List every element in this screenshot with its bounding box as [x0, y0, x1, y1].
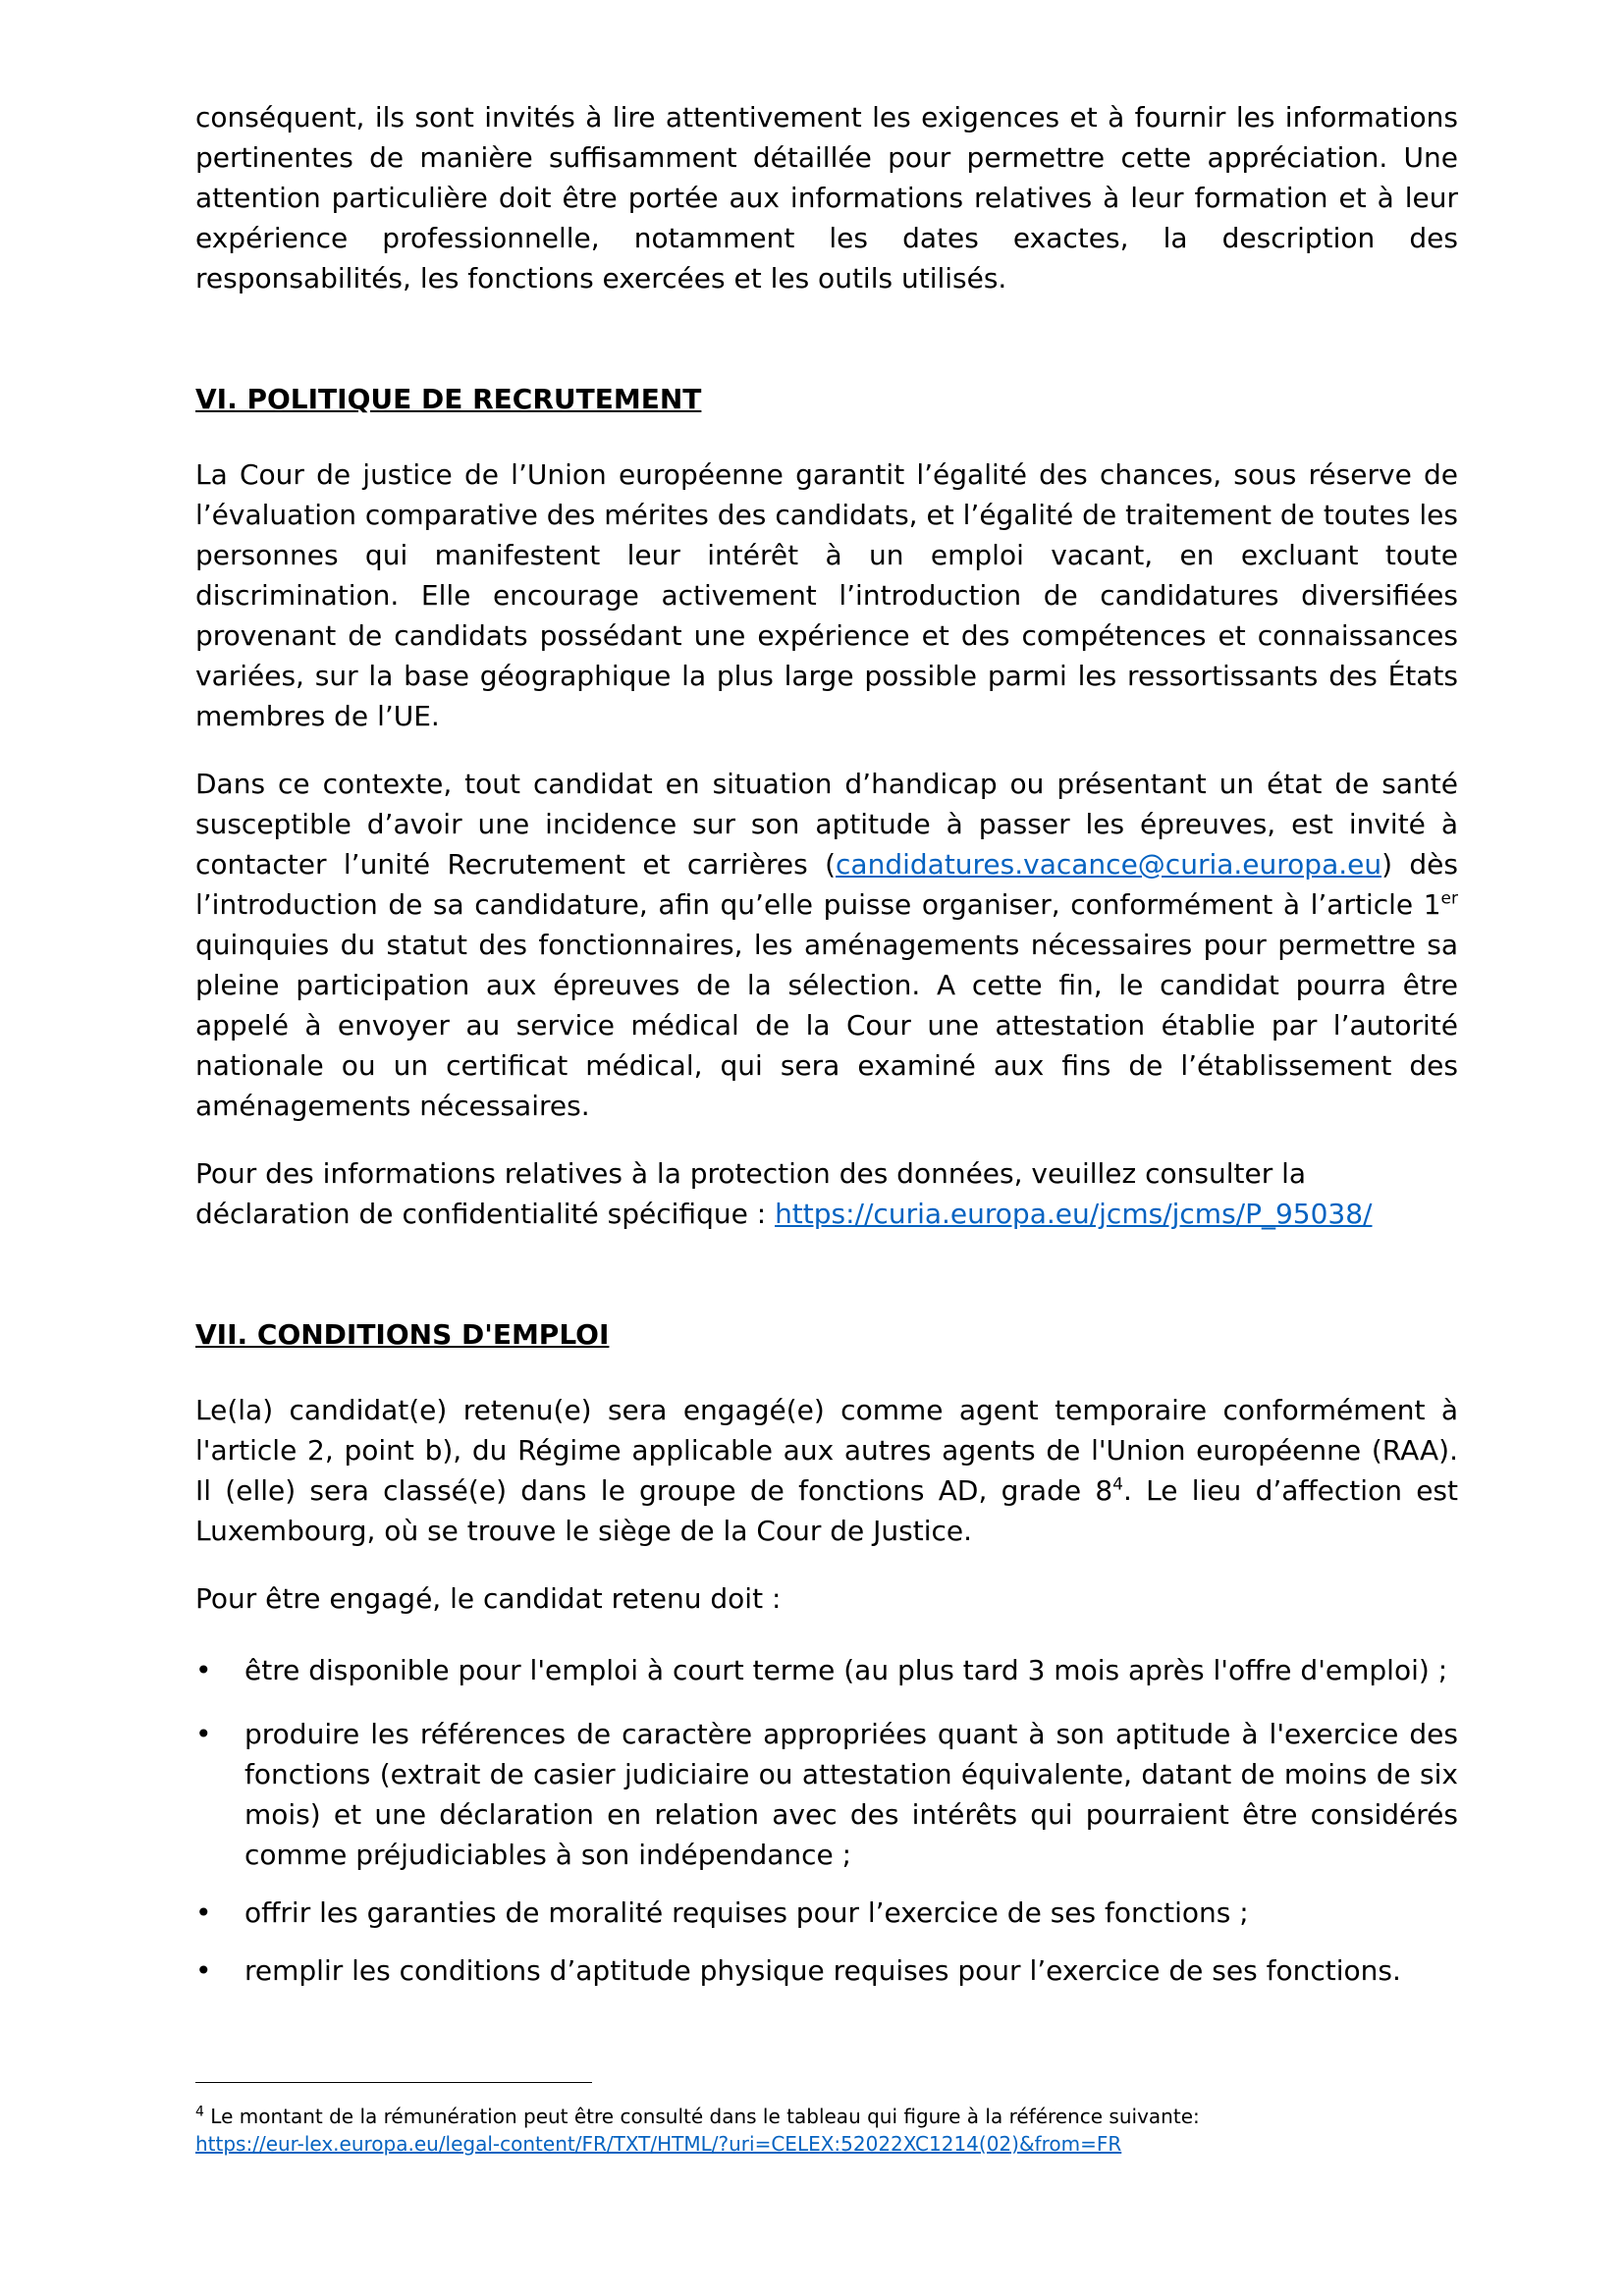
superscript-er: er — [1440, 888, 1458, 909]
footnote-line — [195, 2103, 1458, 2130]
intro-paragraph: conséquent, ils sont invités à lire attentivement les exigences et à fournir les informations pertinentes de manière suffisamment détaillée pour permettre cette appréciation. Une attention particulière doit être portée aux informations relatives à leur formation et à leur expérience professionnelle, notamment les dates exactes, la description des responsabilités, les fonctions exercées et les outils utilisés. — [195, 101, 1458, 294]
list-item-text: être disponible pour l'emploi à court terme (au plus tard 3 mois après l'offre d'emploi) ; — [244, 1654, 1448, 1686]
list-item-text: remplir les conditions d’aptitude physique requises pour l’exercice de ses fonctions. — [244, 1954, 1401, 1987]
footnote-reference-4[interactable]: 4 — [1112, 1474, 1123, 1495]
footnote-separator — [195, 2082, 592, 2083]
bullet-icon: • — [195, 1654, 212, 1686]
footnote-line — [195, 2130, 1458, 2158]
data-protection-paragraph — [195, 1153, 1458, 1234]
list-item — [195, 1714, 1458, 1875]
list-item — [195, 1893, 1458, 1933]
paragraph-text: ) dès l’introduction de sa candidature, afin qu’elle puisse organiser, conformément à l’article 1 — [195, 848, 1458, 921]
paragraph-text: Le(la) candidat(e) retenu(e) sera engagé(e) comme agent temporaire conformément à l'article 2, point b), du Régime applicable aux autres agents de l'Union européenne (RAA). Il (elle) sera classé(e) dans le groupe de fonctions AD, grade 8 — [195, 1394, 1458, 1507]
section-heading-recruitment-policy: VI. POLITIQUE DE RECRUTEMENT — [195, 383, 702, 415]
recruitment-policy-paragraph-1: La Cour de justice de l’Union européenne garantit l’égalité des chances, sous réserve de l’évaluation comparative des mérites des candidats, et l’égalité de traitement de toutes les personnes qui manifestent leur intérêt à un emploi vacant, en excluant toute discrimination. Elle encourage activement l’introduction de candidatures diversifiées provenant de candidats possédant une expérience et des compétences et connaissances variées, sur la base géographique la plus large possible parmi les ressortissants des États membres de l’UE. — [195, 458, 1458, 732]
paragraph-text: quinquies du statut des fonctionnaires, les aménagements nécessaires pour permettre sa pleine participation aux épreuves de la sélection. A cette fin, le candidat pourra être appelé à envoyer au service médical de la Cour une attestation établie par l’autorité nationale ou un certificat médical, qui sera examiné aux fins de l’établissement des aménagements nécessaires. — [195, 929, 1458, 1122]
list-item — [195, 1650, 1458, 1690]
list-item — [195, 1950, 1458, 1991]
paragraph-text: Dans ce contexte, tout candidat en situation d’handicap ou présentant un état de santé susceptible d’avoir une incidence sur son aptitude à passer les épreuves, est invité à contacter l’unité Recrutement et carrières ( — [195, 768, 1458, 881]
list-item-text: produire les références de caractère appropriées quant à son aptitude à l'exercice des fonctions (extrait de casier judiciaire ou attestation équivalente, datant de moins de six mois) et une déclaration en relation avec des intérêts qui pourraient être considérés comme préjudiciables à son indépendance ; — [244, 1718, 1458, 1871]
employment-conditions-paragraph-1 — [195, 1390, 1458, 1551]
requirements-list — [195, 1650, 1458, 1991]
page-body — [195, 97, 1458, 1991]
employment-conditions-paragraph-2: Pour être engagé, le candidat retenu doit : — [195, 1582, 782, 1615]
eur-lex-link[interactable]: https://eur-lex.europa.eu/legal-content/FR/TXT/HTML/?uri=CELEX:52022XC1214(02)&from=FR — [195, 2132, 1122, 2156]
bullet-icon: • — [195, 1896, 212, 1929]
footnote-number: 4 — [195, 2104, 204, 2120]
bullet-icon: • — [195, 1954, 212, 1987]
footnote-text: Le montant de la rémunération peut être consulté dans le tableau qui figure à la référence suivante: — [203, 2105, 1200, 2128]
paragraph-text: . Le lieu d’affection est Luxembourg, où se trouve le siège de la Cour de Justice. — [195, 1474, 1459, 1547]
paragraph-text: Pour des informations relatives à la protection des données, veuillez consulter la déclaration de confidentialité spécifique : — [195, 1157, 1307, 1230]
list-item-text: offrir les garanties de moralité requises pour l’exercice de ses fonctions ; — [244, 1896, 1249, 1929]
privacy-statement-link[interactable]: https://curia.europa.eu/jcms/jcms/P_95038/ — [775, 1198, 1373, 1230]
recruitment-email-link[interactable]: candidatures.vacance@curia.europa.eu — [836, 848, 1382, 881]
bullet-icon: • — [195, 1718, 212, 1750]
recruitment-policy-paragraph-2 — [195, 764, 1458, 1126]
footnote — [195, 2103, 1458, 2158]
section-heading-employment-conditions: VII. CONDITIONS D'EMPLOI — [195, 1318, 610, 1351]
